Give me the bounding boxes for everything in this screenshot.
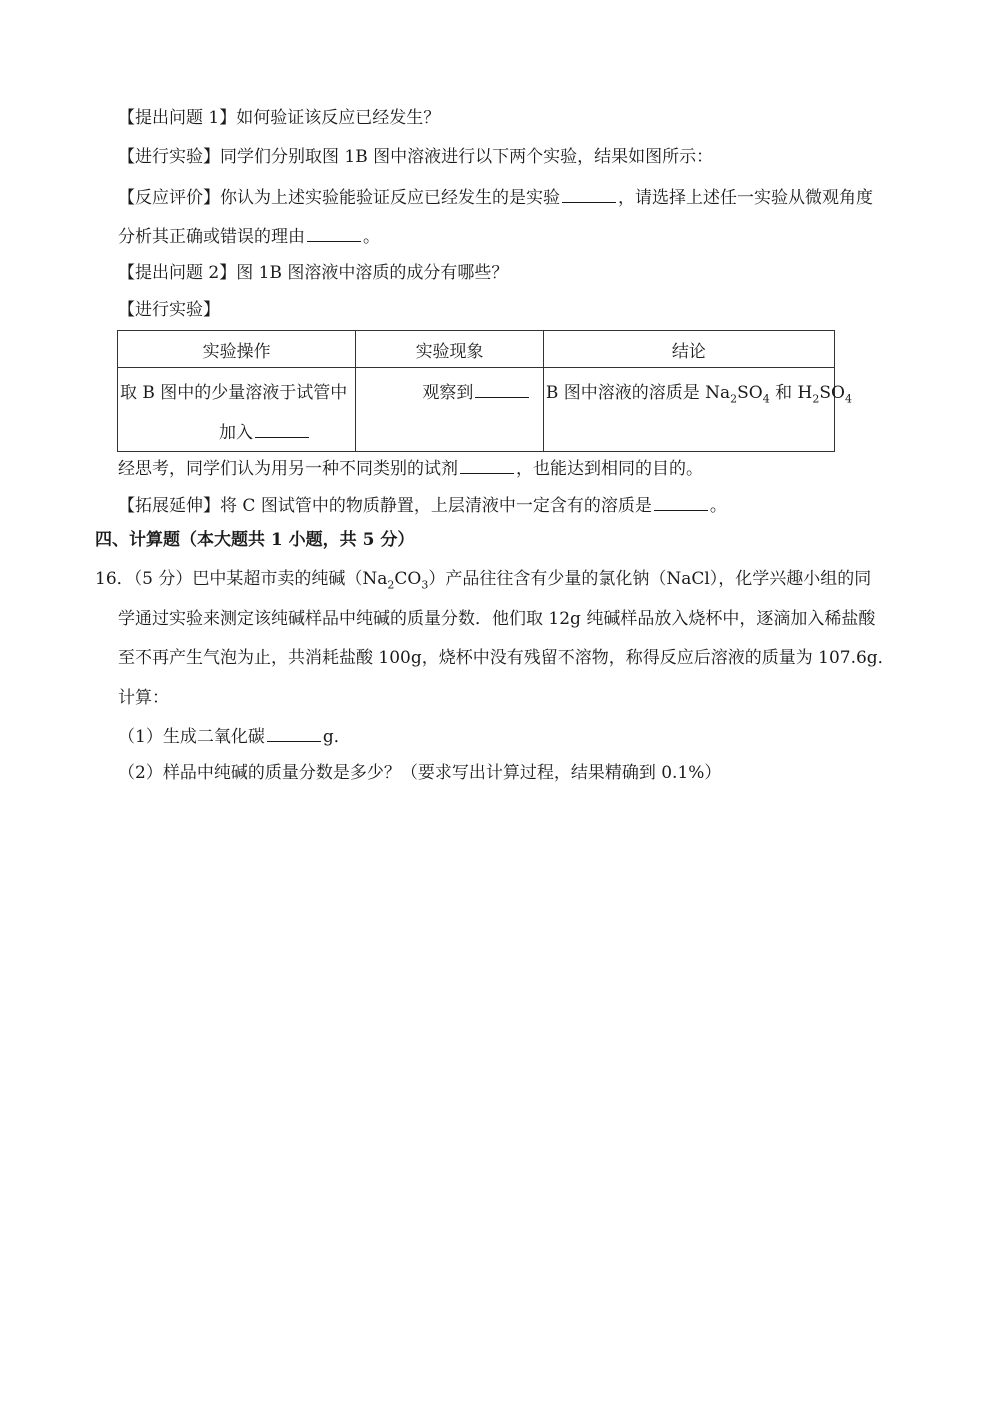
q16-text: ）产品往往含有少量的氯化钠（NaCl），化学兴趣小组的同: [428, 569, 872, 589]
subscript: 2: [387, 578, 395, 592]
extension-line: [118, 492, 727, 518]
question-2-line: [118, 261, 508, 285]
evaluation-line: [118, 184, 873, 210]
observe-text: 观察到: [422, 383, 474, 403]
table-row: [118, 368, 835, 452]
q16-text: 学通过实验来测定该纯碱样品中纯碱的质量分数．他们取 12g 纯碱样品放入烧杯中，逐滴加入稀盐酸: [118, 609, 876, 629]
subscript: 2: [730, 392, 738, 406]
question-1-line: [118, 106, 440, 130]
conclusion-part: 和 H: [769, 383, 813, 403]
answer-blank[interactable]: [562, 184, 616, 203]
conclusion-text: [545, 378, 852, 406]
table-header-conclusion: 结论: [543, 331, 834, 368]
evaluation-text-b: ，请选择上述任一实验从微观角度: [618, 188, 873, 208]
operation-line-2: [219, 418, 311, 443]
experiment-1-text: 【进行实验】同学们分别取图 1B 图中溶液进行以下两个实验，结果如图所示：: [118, 147, 714, 167]
q16-text: 至不再产生气泡为止，共消耗盐酸 100g，烧杯中没有残留不溶物，称得反应后溶液的质量为 107.6g．: [118, 648, 895, 668]
q16-sub-2-text: （2）样品中纯碱的质量分数是多少？（要求写出计算过程，结果精确到 0.1%）: [118, 763, 722, 783]
experiment-1-line: [118, 145, 713, 169]
answer-blank[interactable]: [475, 379, 529, 398]
experiment-2-line: [118, 298, 220, 322]
answer-blank[interactable]: [267, 723, 321, 742]
section-title-text: 四、计算题（本大题共 1 小题，共 5 分）: [95, 530, 415, 550]
q16-text: 16．（5 分）巴中某超市卖的纯碱（Na: [95, 569, 388, 589]
answer-blank[interactable]: [654, 492, 708, 511]
operation-line-1: 取 B 图中的少量溶液于试管中: [120, 383, 348, 403]
experiment-2-text: 【进行实验】: [118, 300, 220, 320]
thinking-line: [118, 455, 703, 481]
subscript: 4: [844, 392, 852, 406]
question-2-text: 【提出问题 2】图 1B 图溶液中溶质的成分有哪些？: [118, 263, 509, 283]
evaluation-line-2: [118, 223, 380, 249]
operation-cell: [118, 368, 356, 452]
experiment-table: [117, 330, 852, 452]
q16-line-2: [118, 607, 875, 631]
q16-sub-1-text-b: g．: [322, 727, 351, 747]
q16-line-4: [118, 686, 169, 710]
thinking-text-a: 经思考，同学们认为用另一种不同类别的试剂: [118, 459, 458, 479]
conclusion-part: SO: [819, 383, 845, 403]
evaluation-2-text-b: 。: [363, 227, 380, 247]
q16-sub-1-text-a: （1）生成二氧化碳: [118, 727, 265, 747]
operation-add-text: 加入: [219, 423, 253, 443]
q16-text: 计算：: [118, 688, 169, 708]
q16-sub-1: [118, 723, 351, 749]
answer-blank[interactable]: [460, 455, 514, 474]
table-header-operation: 实验操作: [118, 331, 356, 368]
thinking-text-b: ，也能达到相同的目的。: [516, 459, 703, 479]
answer-blank[interactable]: [307, 223, 361, 242]
conclusion-part: B 图中溶液的溶质是 Na: [545, 383, 731, 403]
extension-text-b: 。: [709, 496, 727, 516]
evaluation-text-a: 【反应评价】你认为上述实验能验证反应已经发生的是实验: [118, 188, 560, 208]
q16-line-1: [95, 567, 871, 591]
subscript: 2: [812, 392, 820, 406]
q16-line-3: [118, 646, 895, 670]
conclusion-cell: [543, 368, 852, 452]
q16-text: CO: [394, 569, 422, 589]
subscript: 3: [421, 578, 429, 592]
table-header-phenomenon: 实验现象: [356, 331, 543, 368]
section-title: [95, 528, 414, 552]
q16-sub-2: [118, 761, 721, 785]
conclusion-part: SO: [737, 383, 763, 403]
phenomenon-cell: [356, 368, 543, 452]
extension-text-a: 【拓展延伸】将 C 图试管中的物质静置，上层清液中一定含有的溶质是: [118, 496, 652, 516]
table-header-row: [118, 331, 835, 368]
question-1-text: 【提出问题 1】如何验证该反应已经发生？: [118, 108, 441, 128]
subscript: 4: [762, 392, 770, 406]
evaluation-2-text-a: 分析其正确或错误的理由: [118, 227, 305, 247]
answer-blank[interactable]: [255, 419, 309, 438]
observe-line: [422, 378, 531, 403]
